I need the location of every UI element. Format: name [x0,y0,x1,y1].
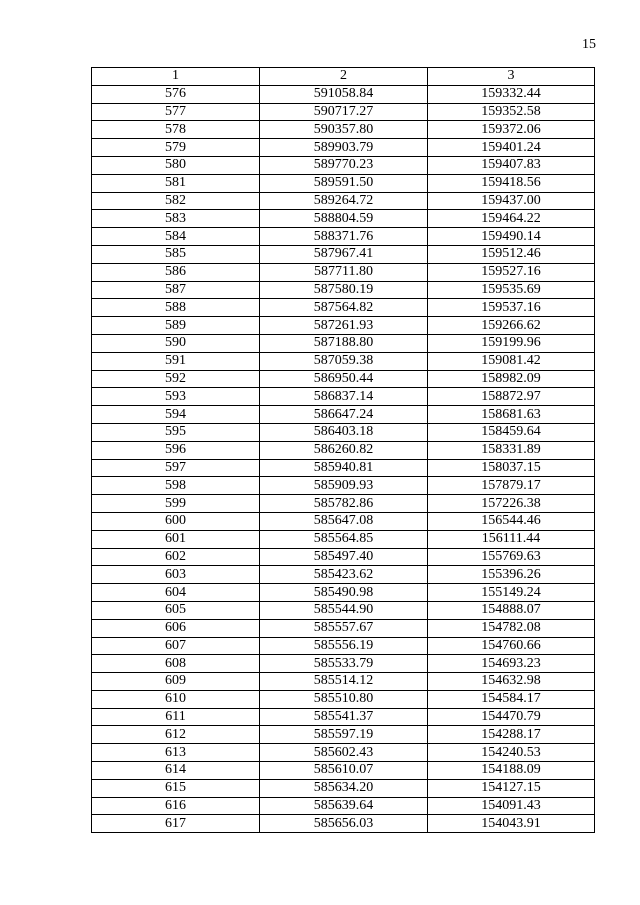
coordinate-y-cell: 158681.63 [428,406,595,424]
coordinate-y-cell: 159332.44 [428,85,595,103]
table-row [92,388,595,406]
table-row [92,192,595,210]
coordinate-y-cell: 159437.00 [428,192,595,210]
coordinate-x-cell: 589770.23 [260,156,428,174]
table-row [92,779,595,797]
coordinate-y-cell: 159199.96 [428,334,595,352]
table-row [92,334,595,352]
table-row [92,459,595,477]
coordinate-y-cell: 155149.24 [428,584,595,602]
table-row [92,245,595,263]
point-number-cell: 617 [92,815,260,833]
coordinate-x-cell: 589903.79 [260,139,428,157]
coordinate-x-cell: 589264.72 [260,192,428,210]
coordinate-y-cell: 156111.44 [428,530,595,548]
coordinate-x-cell: 586260.82 [260,441,428,459]
coordinate-y-cell: 159418.56 [428,174,595,192]
coordinate-x-cell: 585634.20 [260,779,428,797]
coordinate-y-cell: 154782.08 [428,619,595,637]
point-number-cell: 612 [92,726,260,744]
table-row [92,210,595,228]
table-row [92,228,595,246]
table-row [92,762,595,780]
table-row [92,174,595,192]
table-row [92,263,595,281]
table-row [92,815,595,833]
point-number-cell: 608 [92,655,260,673]
coordinate-y-cell: 154188.09 [428,762,595,780]
coordinate-y-cell: 154043.91 [428,815,595,833]
table-row [92,530,595,548]
coordinate-y-cell: 159081.42 [428,352,595,370]
point-number-cell: 590 [92,334,260,352]
page-number: 15 [582,37,596,52]
point-number-cell: 613 [92,744,260,762]
point-number-cell: 609 [92,673,260,691]
column-header-2: 2 [260,68,428,86]
table-row [92,726,595,744]
point-number-cell: 581 [92,174,260,192]
table-row [92,797,595,815]
point-number-cell: 594 [92,406,260,424]
coordinate-y-cell: 159527.16 [428,263,595,281]
table-row [92,317,595,335]
coordinate-y-cell: 154632.98 [428,673,595,691]
point-number-cell: 599 [92,495,260,513]
coordinate-x-cell: 588371.76 [260,228,428,246]
coordinate-x-cell: 585909.93 [260,477,428,495]
coordinate-y-cell: 159372.06 [428,121,595,139]
coordinate-y-cell: 154470.79 [428,708,595,726]
table-row [92,655,595,673]
column-header-3: 3 [428,68,595,86]
coordinate-y-cell: 159401.24 [428,139,595,157]
point-number-cell: 597 [92,459,260,477]
table-row [92,744,595,762]
coordinate-x-cell: 589591.50 [260,174,428,192]
coordinate-x-cell: 587580.19 [260,281,428,299]
coordinate-y-cell: 159464.22 [428,210,595,228]
table-row [92,139,595,157]
point-number-cell: 588 [92,299,260,317]
point-number-cell: 589 [92,317,260,335]
point-number-cell: 580 [92,156,260,174]
table-body [92,85,595,832]
table-row [92,423,595,441]
coordinate-y-cell: 158982.09 [428,370,595,388]
coordinates-table [91,67,595,833]
coordinate-y-cell: 157879.17 [428,477,595,495]
point-number-cell: 591 [92,352,260,370]
point-number-cell: 596 [92,441,260,459]
point-number-cell: 600 [92,512,260,530]
header-row [92,68,595,86]
coordinate-x-cell: 585647.08 [260,512,428,530]
table-row [92,477,595,495]
coordinate-x-cell: 585940.81 [260,459,428,477]
point-number-cell: 583 [92,210,260,228]
coordinate-y-cell: 154760.66 [428,637,595,655]
coordinate-x-cell: 587188.80 [260,334,428,352]
table-row [92,406,595,424]
table-row [92,281,595,299]
column-header-1: 1 [92,68,260,86]
table-row [92,673,595,691]
point-number-cell: 607 [92,637,260,655]
coordinate-y-cell: 159407.83 [428,156,595,174]
table-row [92,601,595,619]
table-row [92,352,595,370]
point-number-cell: 614 [92,762,260,780]
table-row [92,121,595,139]
coordinate-y-cell: 159512.46 [428,245,595,263]
coordinate-x-cell: 585541.37 [260,708,428,726]
table-row [92,156,595,174]
coordinate-y-cell: 158331.89 [428,441,595,459]
table-row [92,103,595,121]
point-number-cell: 577 [92,103,260,121]
coordinate-y-cell: 159352.58 [428,103,595,121]
coordinate-x-cell: 585544.90 [260,601,428,619]
table-row [92,619,595,637]
table-row [92,584,595,602]
coordinate-x-cell: 587261.93 [260,317,428,335]
coordinate-y-cell: 158872.97 [428,388,595,406]
coordinate-x-cell: 586950.44 [260,370,428,388]
table-row [92,441,595,459]
coordinate-x-cell: 586403.18 [260,423,428,441]
point-number-cell: 584 [92,228,260,246]
coordinate-x-cell: 585597.19 [260,726,428,744]
coordinate-y-cell: 157226.38 [428,495,595,513]
table-header [92,68,595,86]
coordinate-x-cell: 590357.80 [260,121,428,139]
coordinate-x-cell: 585602.43 [260,744,428,762]
coordinate-y-cell: 155769.63 [428,548,595,566]
coordinate-y-cell: 156544.46 [428,512,595,530]
coordinate-x-cell: 585497.40 [260,548,428,566]
point-number-cell: 611 [92,708,260,726]
table-row [92,512,595,530]
coordinate-y-cell: 155396.26 [428,566,595,584]
table-row [92,85,595,103]
coordinate-x-cell: 585514.12 [260,673,428,691]
coordinate-y-cell: 159535.69 [428,281,595,299]
coordinate-x-cell: 587711.80 [260,263,428,281]
coordinate-x-cell: 585564.85 [260,530,428,548]
table-row [92,690,595,708]
point-number-cell: 615 [92,779,260,797]
point-number-cell: 595 [92,423,260,441]
point-number-cell: 585 [92,245,260,263]
point-number-cell: 582 [92,192,260,210]
coordinate-y-cell: 158037.15 [428,459,595,477]
coordinate-y-cell: 159537.16 [428,299,595,317]
coordinate-y-cell: 154288.17 [428,726,595,744]
coordinate-y-cell: 159266.62 [428,317,595,335]
table-row [92,548,595,566]
coordinate-x-cell: 591058.84 [260,85,428,103]
point-number-cell: 598 [92,477,260,495]
table-row [92,708,595,726]
coordinate-x-cell: 585556.19 [260,637,428,655]
coordinate-x-cell: 585557.67 [260,619,428,637]
coordinate-x-cell: 585510.80 [260,690,428,708]
table-row [92,637,595,655]
coordinate-y-cell: 154240.53 [428,744,595,762]
coordinate-x-cell: 585639.64 [260,797,428,815]
table-row [92,370,595,388]
coordinate-y-cell: 159490.14 [428,228,595,246]
coordinate-y-cell: 154127.15 [428,779,595,797]
coordinate-y-cell: 154888.07 [428,601,595,619]
coordinate-x-cell: 585490.98 [260,584,428,602]
coordinate-x-cell: 587967.41 [260,245,428,263]
coordinate-x-cell: 585782.86 [260,495,428,513]
point-number-cell: 606 [92,619,260,637]
point-number-cell: 593 [92,388,260,406]
point-number-cell: 578 [92,121,260,139]
coordinate-x-cell: 590717.27 [260,103,428,121]
point-number-cell: 579 [92,139,260,157]
point-number-cell: 610 [92,690,260,708]
point-number-cell: 602 [92,548,260,566]
point-number-cell: 603 [92,566,260,584]
point-number-cell: 604 [92,584,260,602]
coordinate-y-cell: 158459.64 [428,423,595,441]
table-row [92,566,595,584]
point-number-cell: 616 [92,797,260,815]
coordinate-x-cell: 587564.82 [260,299,428,317]
coordinate-x-cell: 588804.59 [260,210,428,228]
table-row [92,495,595,513]
table-row [92,299,595,317]
point-number-cell: 576 [92,85,260,103]
coordinate-y-cell: 154091.43 [428,797,595,815]
coordinate-x-cell: 585610.07 [260,762,428,780]
coordinate-y-cell: 154693.23 [428,655,595,673]
coordinate-x-cell: 586837.14 [260,388,428,406]
coordinate-x-cell: 587059.38 [260,352,428,370]
point-number-cell: 592 [92,370,260,388]
point-number-cell: 587 [92,281,260,299]
coordinate-x-cell: 585533.79 [260,655,428,673]
point-number-cell: 605 [92,601,260,619]
point-number-cell: 586 [92,263,260,281]
coordinate-y-cell: 154584.17 [428,690,595,708]
point-number-cell: 601 [92,530,260,548]
coordinate-x-cell: 586647.24 [260,406,428,424]
coordinate-x-cell: 585423.62 [260,566,428,584]
coordinate-x-cell: 585656.03 [260,815,428,833]
